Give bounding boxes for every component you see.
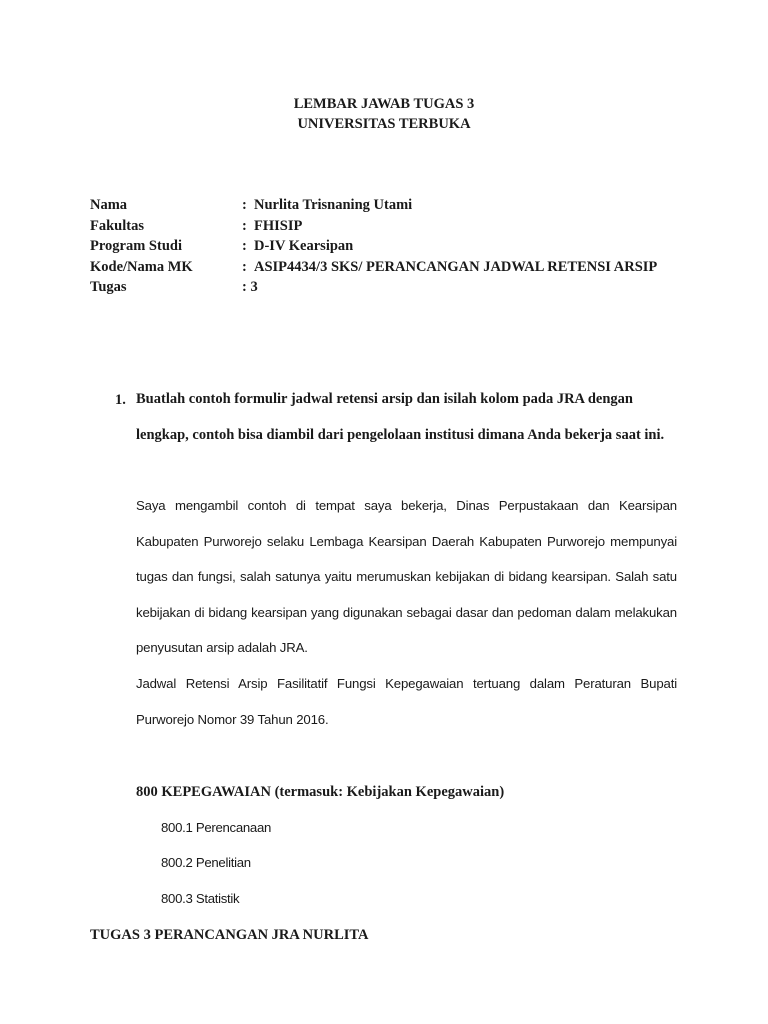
info-colon: : 3	[242, 279, 258, 295]
info-colon: :	[242, 238, 247, 254]
answer-paragraph-1: Saya mengambil contoh di tempat saya bekerja, Dinas Perpustakaan dan Kearsipan Kabupaten Purworejo selaku Lembaga Kearsipan Daerah Kabupaten Purworejo mempunyai tugas dan fungsi, salah satunya yaitu merumuskan kebijakan di bidang kearsipan. Salah satu kebijakan di bidang kearsipan yang digunakan sebagai dasar dan pedoman dalam melakukan penyusutan arsip adalah JRA.	[136, 498, 677, 656]
answer-paragraph-2: Jadwal Retensi Arsip Fasilitatif Fungsi Kepegawaian tertuang dalam Peraturan Bupati Purworejo Nomor 39 Tahun 2016.	[136, 676, 677, 727]
info-label: Program Studi	[90, 238, 182, 254]
info-colon: :	[242, 258, 247, 275]
list-item: 800.1 Perencanaan	[161, 820, 272, 835]
info-value: Nurlita Trisnaning Utami	[254, 197, 413, 213]
info-label: Nama	[90, 197, 128, 213]
list-item: 800.2 Penelitian	[161, 855, 251, 870]
info-label: Kode/Nama MK	[90, 258, 193, 275]
info-colon: :	[242, 197, 247, 213]
document-title: LEMBAR JAWAB TUGAS 3	[293, 96, 475, 112]
question-number: 1.	[115, 392, 126, 408]
info-value: FHISIP	[254, 217, 303, 234]
info-value: ASIP4434/3 SKS/ PERANCANGAN JADWAL RETENSI ARSIP	[254, 258, 658, 275]
info-label: Tugas	[90, 279, 127, 295]
info-colon: :	[242, 217, 247, 234]
list-item: 800.3 Statistik	[161, 891, 240, 906]
footer-heading: TUGAS 3 PERANCANGAN JRA NURLITA	[90, 927, 369, 943]
university-name: UNIVERSITAS TERBUKA	[297, 116, 471, 132]
section-heading: 800 KEPEGAWAIAN (termasuk: Kebijakan Kepegawaian)	[136, 784, 505, 800]
info-value: D-IV Kearsipan	[254, 238, 354, 254]
info-label: Fakultas	[90, 217, 144, 234]
question-text: Buatlah contoh formulir jadwal retensi arsip dan isilah kolom pada JRA dengan lengkap, contoh bisa diambil dari pengelolaan institusi dimana Anda bekerja saat ini.	[136, 391, 665, 443]
